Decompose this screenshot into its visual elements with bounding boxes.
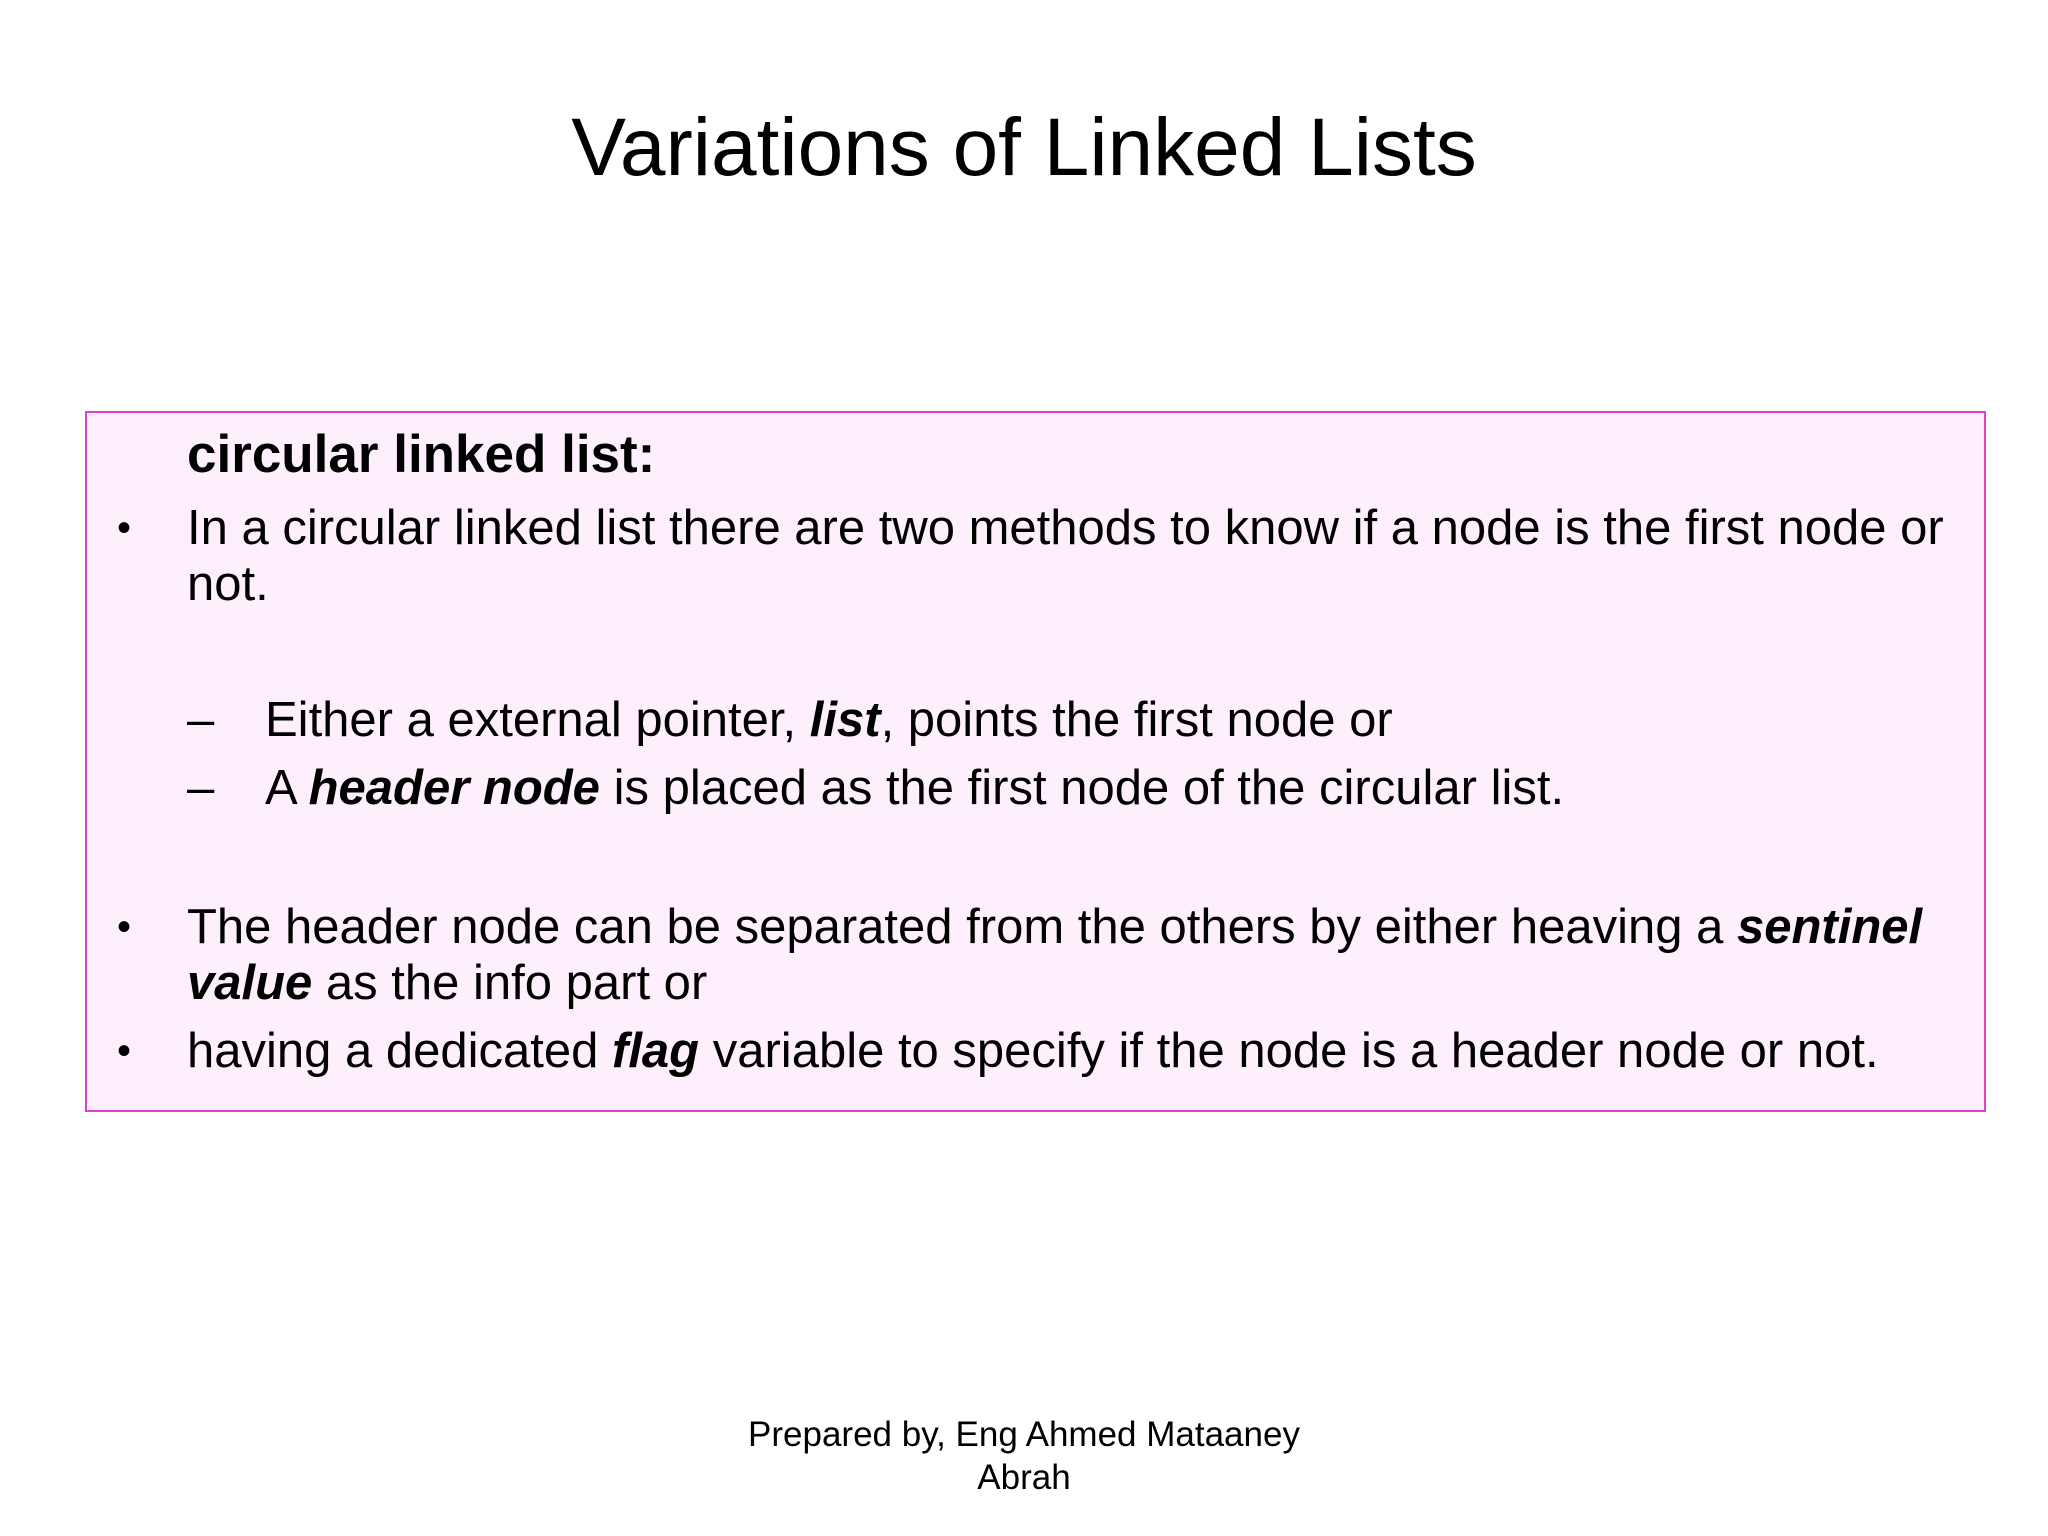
text-run: having a dedicated [187,1024,612,1078]
section-heading: circular linked list: [187,425,656,484]
bullet-marker: • [116,1029,131,1073]
footer-line-surname: Abrah [977,1458,1071,1497]
content-box [85,411,1986,1112]
emphasis-term: header node [308,761,600,815]
bullet-marker: • [116,905,131,949]
bullet-item-methods [116,500,1967,612]
bullet-item-sentinel [116,899,1967,1011]
footer-credit [0,1413,2048,1499]
emphasis-term: flag [612,1024,700,1078]
emphasis-term: sentinel value [187,900,1923,1010]
text-run: The header node can be separated from the others by either heaving a [187,900,1737,954]
text-run: A [265,761,309,815]
sub-item-text [265,692,1393,748]
text-run: , points the first node or [880,693,1393,747]
dash-marker: – [187,693,215,747]
bullet-marker: • [116,506,131,550]
dash-marker: – [187,761,215,815]
text-run: is placed as the first node of the circular list. [599,761,1565,815]
bullet-text [187,900,1922,1010]
bullet-text: In a circular linked list there are two methods to know if a node is the first node or not. [187,501,1944,611]
bullet-item-flag [116,1023,1967,1079]
sub-item-text [265,760,1564,816]
text-run: variable to specify if the node is a header node or not. [699,1024,1879,1078]
slide-title: Variations of Linked Lists [571,102,1477,193]
bullet-text [187,1024,1879,1078]
emphasis-term: list [809,693,881,747]
footer-line-author: Prepared by, Eng Ahmed Mataaney [748,1415,1300,1454]
text-run: as the info part or [312,956,708,1010]
text-run: Either a external pointer, [265,693,810,747]
